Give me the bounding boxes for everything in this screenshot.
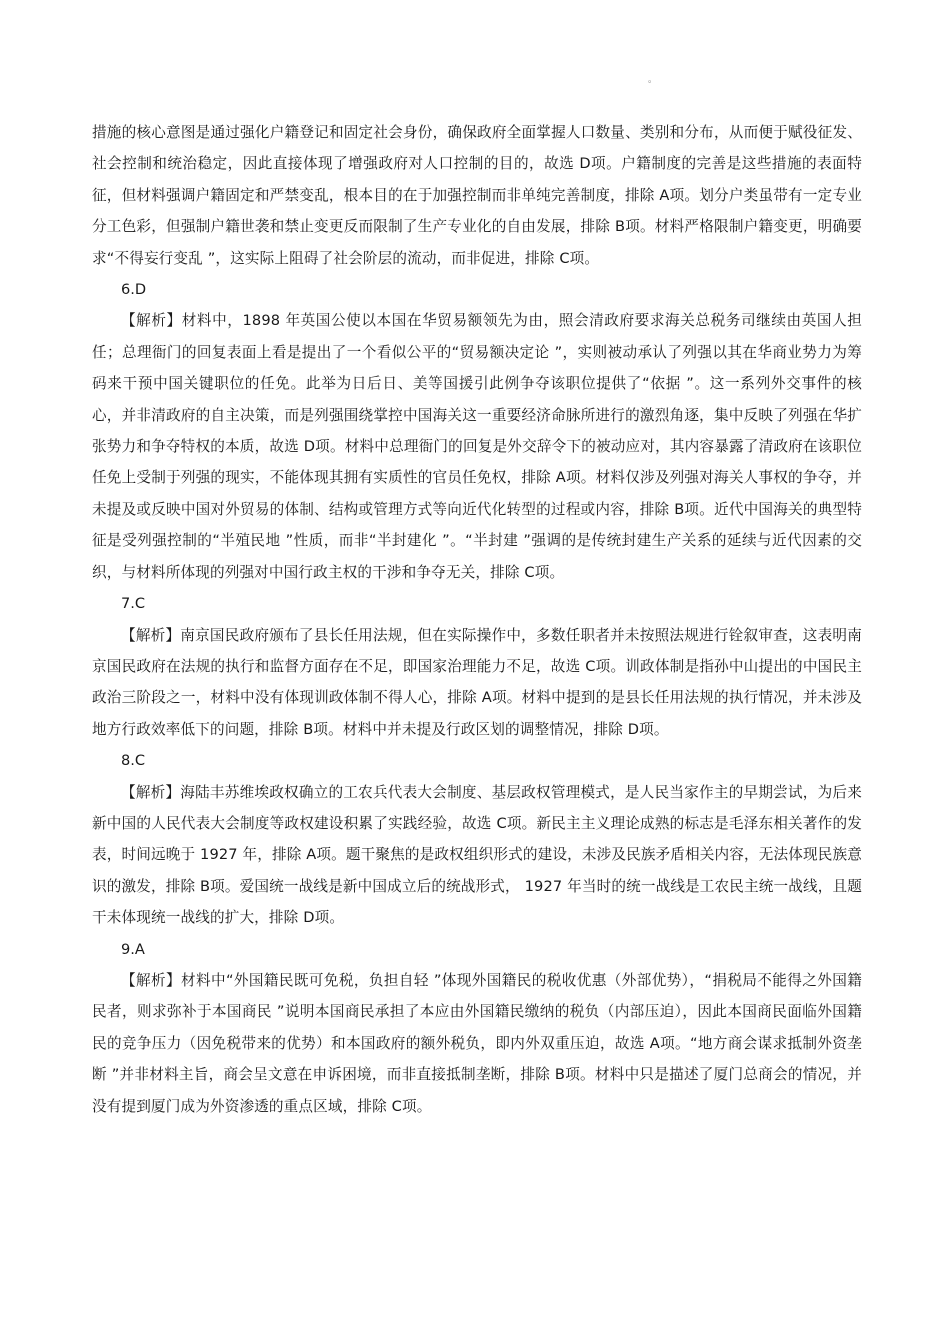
header-mark: 。 xyxy=(648,75,658,85)
answer-label-q6: 6.D xyxy=(121,281,147,299)
answer-explanations xyxy=(92,117,862,1122)
explanation-q7: 【解析】南京国民政府颁布了县长任用法规，但在实际操作中，多数任职者并未按照法规进行铨叙审查，这表明南京国民政府在法规的执行和监督方面存在不足，即国家治理能力不足，故选 C项。训政体制是指孙中山提出的中国民主政治三阶段之一，材料中没有体现训政体制不得人心，排除 A项。材料中提到的是县长任用法规的执行情况，并未涉及地方行政效率低下的问题，排除 B项。材料中并未提及行政区划的调整情况，排除 D项。 xyxy=(92,626,862,738)
answer-label-q7: 7.C xyxy=(121,595,146,613)
answer-label-q9: 9.A xyxy=(121,940,145,958)
explanation-q6: 【解析】材料中，1898 年英国公使以本国在华贸易额领先为由，照会清政府要求海关总税务司继续由英国人担任；总理衙门的回复表面上看是提出了一个看似公平的“贸易额决定论 ”，实则被动承认了列强以其在华商业势力为筹码来干预中国关键职位的任免。此举为日后日、美等国援引此例争夺该职位提供了“依据 ”。这一系列外交事件的核心，并非清政府的自主决策，而是列强围绕掌控中国海关这一重要经济命脉所进行的激烈角逐，集中反映了列强在华扩张势力和争夺特权的本质，故选 D项。材料中总理衙门的回复是外交辞令下的被动应对，其内容暴露了清政府在该职位任免上受制于列强的现实，不能体现其拥有实质性的官员任免权，排除 A项。材料仅涉及列强对海关人事权的争夺，并未提及或反映中国对外贸易的体制、结构或管理方式等向近代化转型的过程或内容，排除 B项。近代中国海关的典型特征是受列强控制的“半殖民地 ”性质，而非“半封建化 ”。“半封建 ”强调的是传统封建生产关系的延续与近代因素的交织，与材料所体现的列强对中国行政主权的干涉和争夺无关，排除 C项。 xyxy=(92,312,862,581)
explanation-q9: 【解析】材料中“外国籍民既可免税，负担自轻 ”体现外国籍民的税收优惠（外部优势），“捐税局不能得之外国籍民者，则求弥补于本国商民 ”说明本国商民承担了本应由外国籍民缴纳的税负（内部压迫），因此本国商民面临外国籍民的竞争压力（因免税带来的优势）和本国政府的额外税负，即内外双重压迫，故选 A项。“地方商会谋求抵制外资垄断 ”并非材料主旨，商会呈文意在申诉困境，而非直接抵制垄断，排除 B项。材料中只是描述了厦门总商会的情况，并没有提到厦门成为外资渗透的重点区域，排除 C项。 xyxy=(92,971,862,1115)
answer-label-q8: 8.C xyxy=(121,752,146,770)
explanation-q8: 【解析】海陆丰苏维埃政权确立的工农兵代表大会制度、基层政权管理模式，是人民当家作主的早期尝试，为后来新中国的人民代表大会制度等政权建设积累了实践经验，故选 C项。新民主主义理论成熟的标志是毛泽东相关著作的发表，时间远晚于 1927 年，排除 A项。题干聚焦的是政权组织形式的建设，未涉及民族矛盾相关内容，无法体现民族意识的激发，排除 B项。爱国统一战线是新中国成立后的统战形式， 1927 年当时的统一战线是工农民主统一战线，且题干未体现统一战线的扩大，排除 D项。 xyxy=(92,783,862,927)
paragraph-q5-continued: 措施的核心意图是通过强化户籍登记和固定社会身份，确保政府全面掌握人口数量、类别和分布，从而便于赋役征发、社会控制和统治稳定，因此直接体现了增强政府对人口控制的目的，故选 D项。户籍制度的完善是这些措施的表面特征，但材料强调户籍固定和严禁变乱，根本目的在于加强控制而非单纯完善制度，排除 A项。划分户类虽带有一定专业分工色彩，但强制户籍世袭和禁止变更反而限制了生产专业化的自由发展，排除 B项。材料严格限制户籍变更，明确要求“不得妄行变乱 ”，这实际上阻碍了社会阶层的流动，而非促进，排除 C项。 xyxy=(92,124,862,267)
